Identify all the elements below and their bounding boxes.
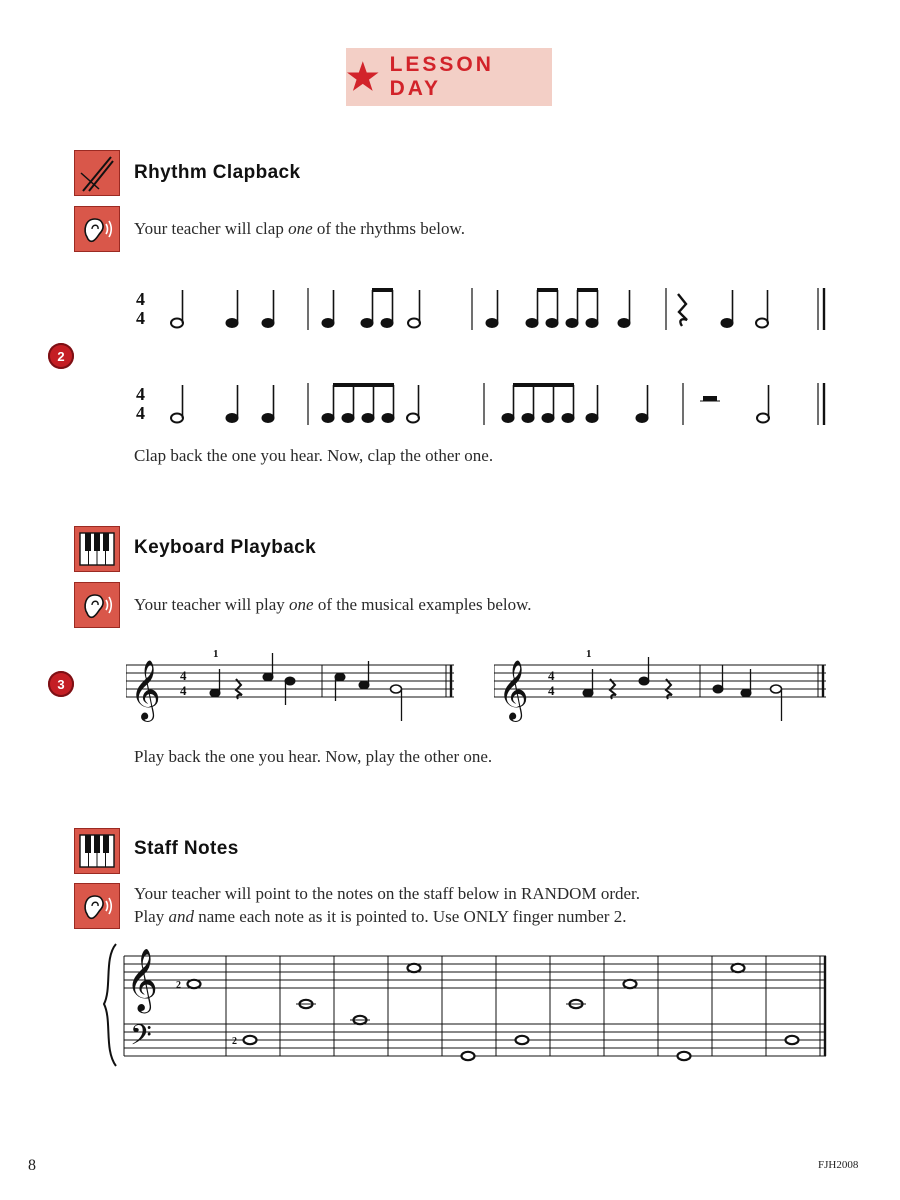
grand-staff (100, 938, 832, 1078)
star-icon (346, 60, 380, 94)
time-signature (548, 668, 555, 698)
brace (104, 944, 116, 1066)
rhythm-line-2 (130, 375, 840, 435)
finger-number: 2 (232, 1036, 237, 1047)
time-signature (180, 668, 187, 698)
svg-text:4: 4 (136, 384, 145, 404)
page-number: 8 (28, 1157, 36, 1174)
finger-number: 1 (213, 648, 219, 660)
melody-example-a (126, 645, 458, 725)
finger-number: 2 (176, 980, 181, 991)
keyboard-follow-up: Play back the one you hear. Now, play the other one. (134, 747, 493, 766)
keyboard-instruction: Your teacher will play one of the musical examples below. (134, 595, 532, 614)
svg-text:4: 4 (548, 668, 555, 683)
rhythm-clapback-title: Rhythm Clapback (134, 162, 301, 183)
rhythm-follow-up: Clap back the one you hear. Now, clap the other one. (134, 446, 494, 465)
melody-example-b (494, 645, 830, 725)
drumsticks-icon (74, 150, 120, 196)
treble-clef-icon: 𝄞 (130, 660, 161, 720)
exercise-number-badge: 2 (48, 343, 74, 369)
staff-instruction-line-2: Play and name each note as it is pointed to. Use ONLY finger number 2. (134, 907, 627, 926)
svg-text:4: 4 (136, 289, 145, 309)
ear-icon (74, 883, 120, 929)
svg-text:4: 4 (548, 683, 555, 698)
treble-clef-icon: 𝄞 (498, 660, 529, 720)
svg-text:4: 4 (136, 308, 145, 328)
whole-notes (188, 964, 799, 1060)
banner-title: LESSON DAY (389, 53, 494, 100)
svg-text:4: 4 (136, 403, 145, 423)
svg-text:4: 4 (180, 668, 187, 683)
treble-clef-icon: 𝄞 (126, 948, 158, 1011)
staff-instruction-line-1: Your teacher will point to the notes on the staff below in RANDOM order. (134, 884, 640, 903)
staff-notes-title: Staff Notes (134, 838, 239, 859)
keyboard-playback-title: Keyboard Playback (134, 537, 317, 558)
lesson-day-banner (346, 48, 552, 106)
rhythm-instruction: Your teacher will clap one of the rhythms below. (134, 219, 465, 238)
piano-keys-icon (74, 828, 120, 874)
rhythm-line-1 (130, 280, 840, 340)
finger-number: 1 (586, 648, 592, 660)
ear-icon (74, 206, 120, 252)
ear-icon (74, 582, 120, 628)
catalog-code: FJH2008 (818, 1159, 859, 1171)
exercise-number-badge: 3 (48, 671, 74, 697)
time-signature (136, 289, 145, 328)
svg-text:4: 4 (180, 683, 187, 698)
bass-clef-icon: 𝄢 (130, 1019, 152, 1059)
time-signature (136, 384, 145, 423)
piano-keys-icon (74, 526, 120, 572)
